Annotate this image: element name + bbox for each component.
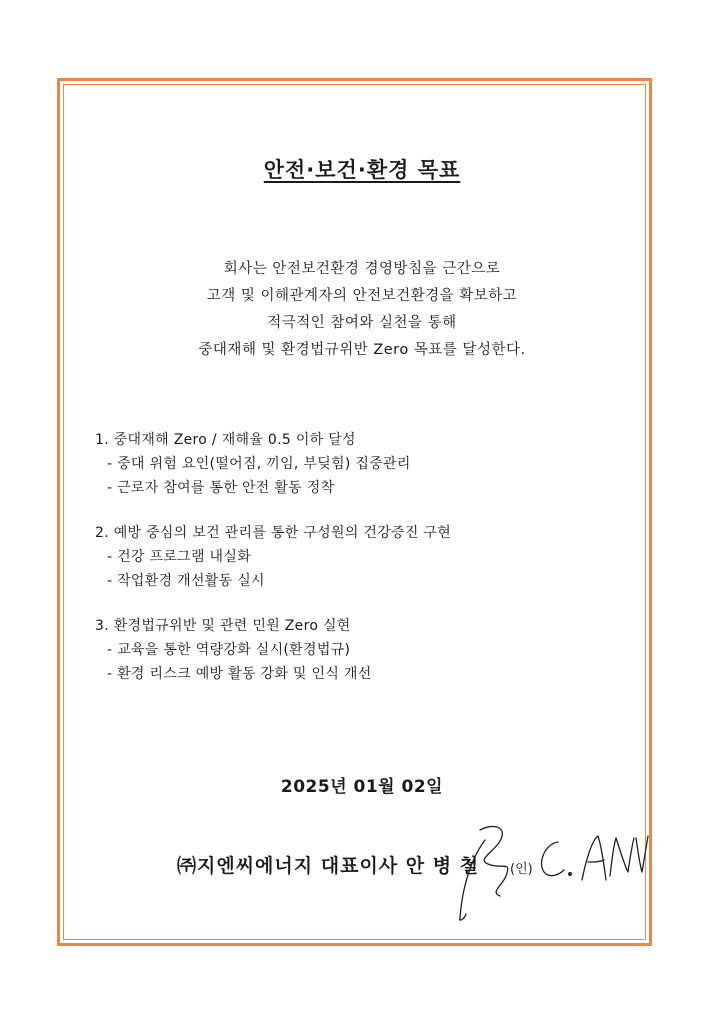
goal-item: - 환경 리스크 예방 활동 강화 및 인식 개선 — [107, 666, 372, 682]
goal-1 — [95, 428, 451, 500]
intro-statement — [0, 256, 724, 364]
document-date: 2025년 01월 02일 — [280, 777, 444, 797]
goal-title: 3. 환경법규위반 및 관련 민원 Zero 실현 — [95, 618, 351, 634]
goal-3 — [95, 614, 451, 686]
goal-2 — [95, 521, 451, 593]
document-title: 안전·보건·환경 목표 — [263, 158, 461, 182]
intro-line: 고객 및 이해관계자의 안전보건환경을 확보하고 — [206, 288, 518, 304]
goal-title: 1. 중대재해 Zero / 재해율 0.5 이하 달성 — [95, 432, 356, 448]
goals-list — [95, 428, 451, 707]
goal-item: - 교육을 통한 역량강화 실시(환경법규) — [107, 642, 351, 658]
goal-item: - 근로자 참여를 통한 안전 활동 정착 — [107, 480, 335, 496]
goal-item: - 작업환경 개선활동 실시 — [107, 573, 265, 589]
signatory-line: ㈜지엔씨에너지 대표이사 안 병 철 — [177, 855, 480, 877]
goal-item: - 건강 프로그램 내실화 — [107, 549, 252, 565]
goal-title: 2. 예방 중심의 보건 관리를 통한 구성원의 건강증진 구현 — [95, 525, 452, 541]
handwritten-signature — [440, 810, 660, 930]
intro-line: 적극적인 참여와 실천을 통해 — [267, 315, 457, 331]
goal-item: - 중대 위험 요인(떨어짐, 끼임, 부딪힘) 집중관리 — [107, 456, 411, 472]
seal-mark: (인) — [510, 862, 533, 877]
intro-line: 회사는 안전보건환경 경영방침을 근간으로 — [223, 261, 501, 277]
intro-line: 중대재해 및 환경법규위반 Zero 목표를 달성한다. — [198, 342, 526, 358]
